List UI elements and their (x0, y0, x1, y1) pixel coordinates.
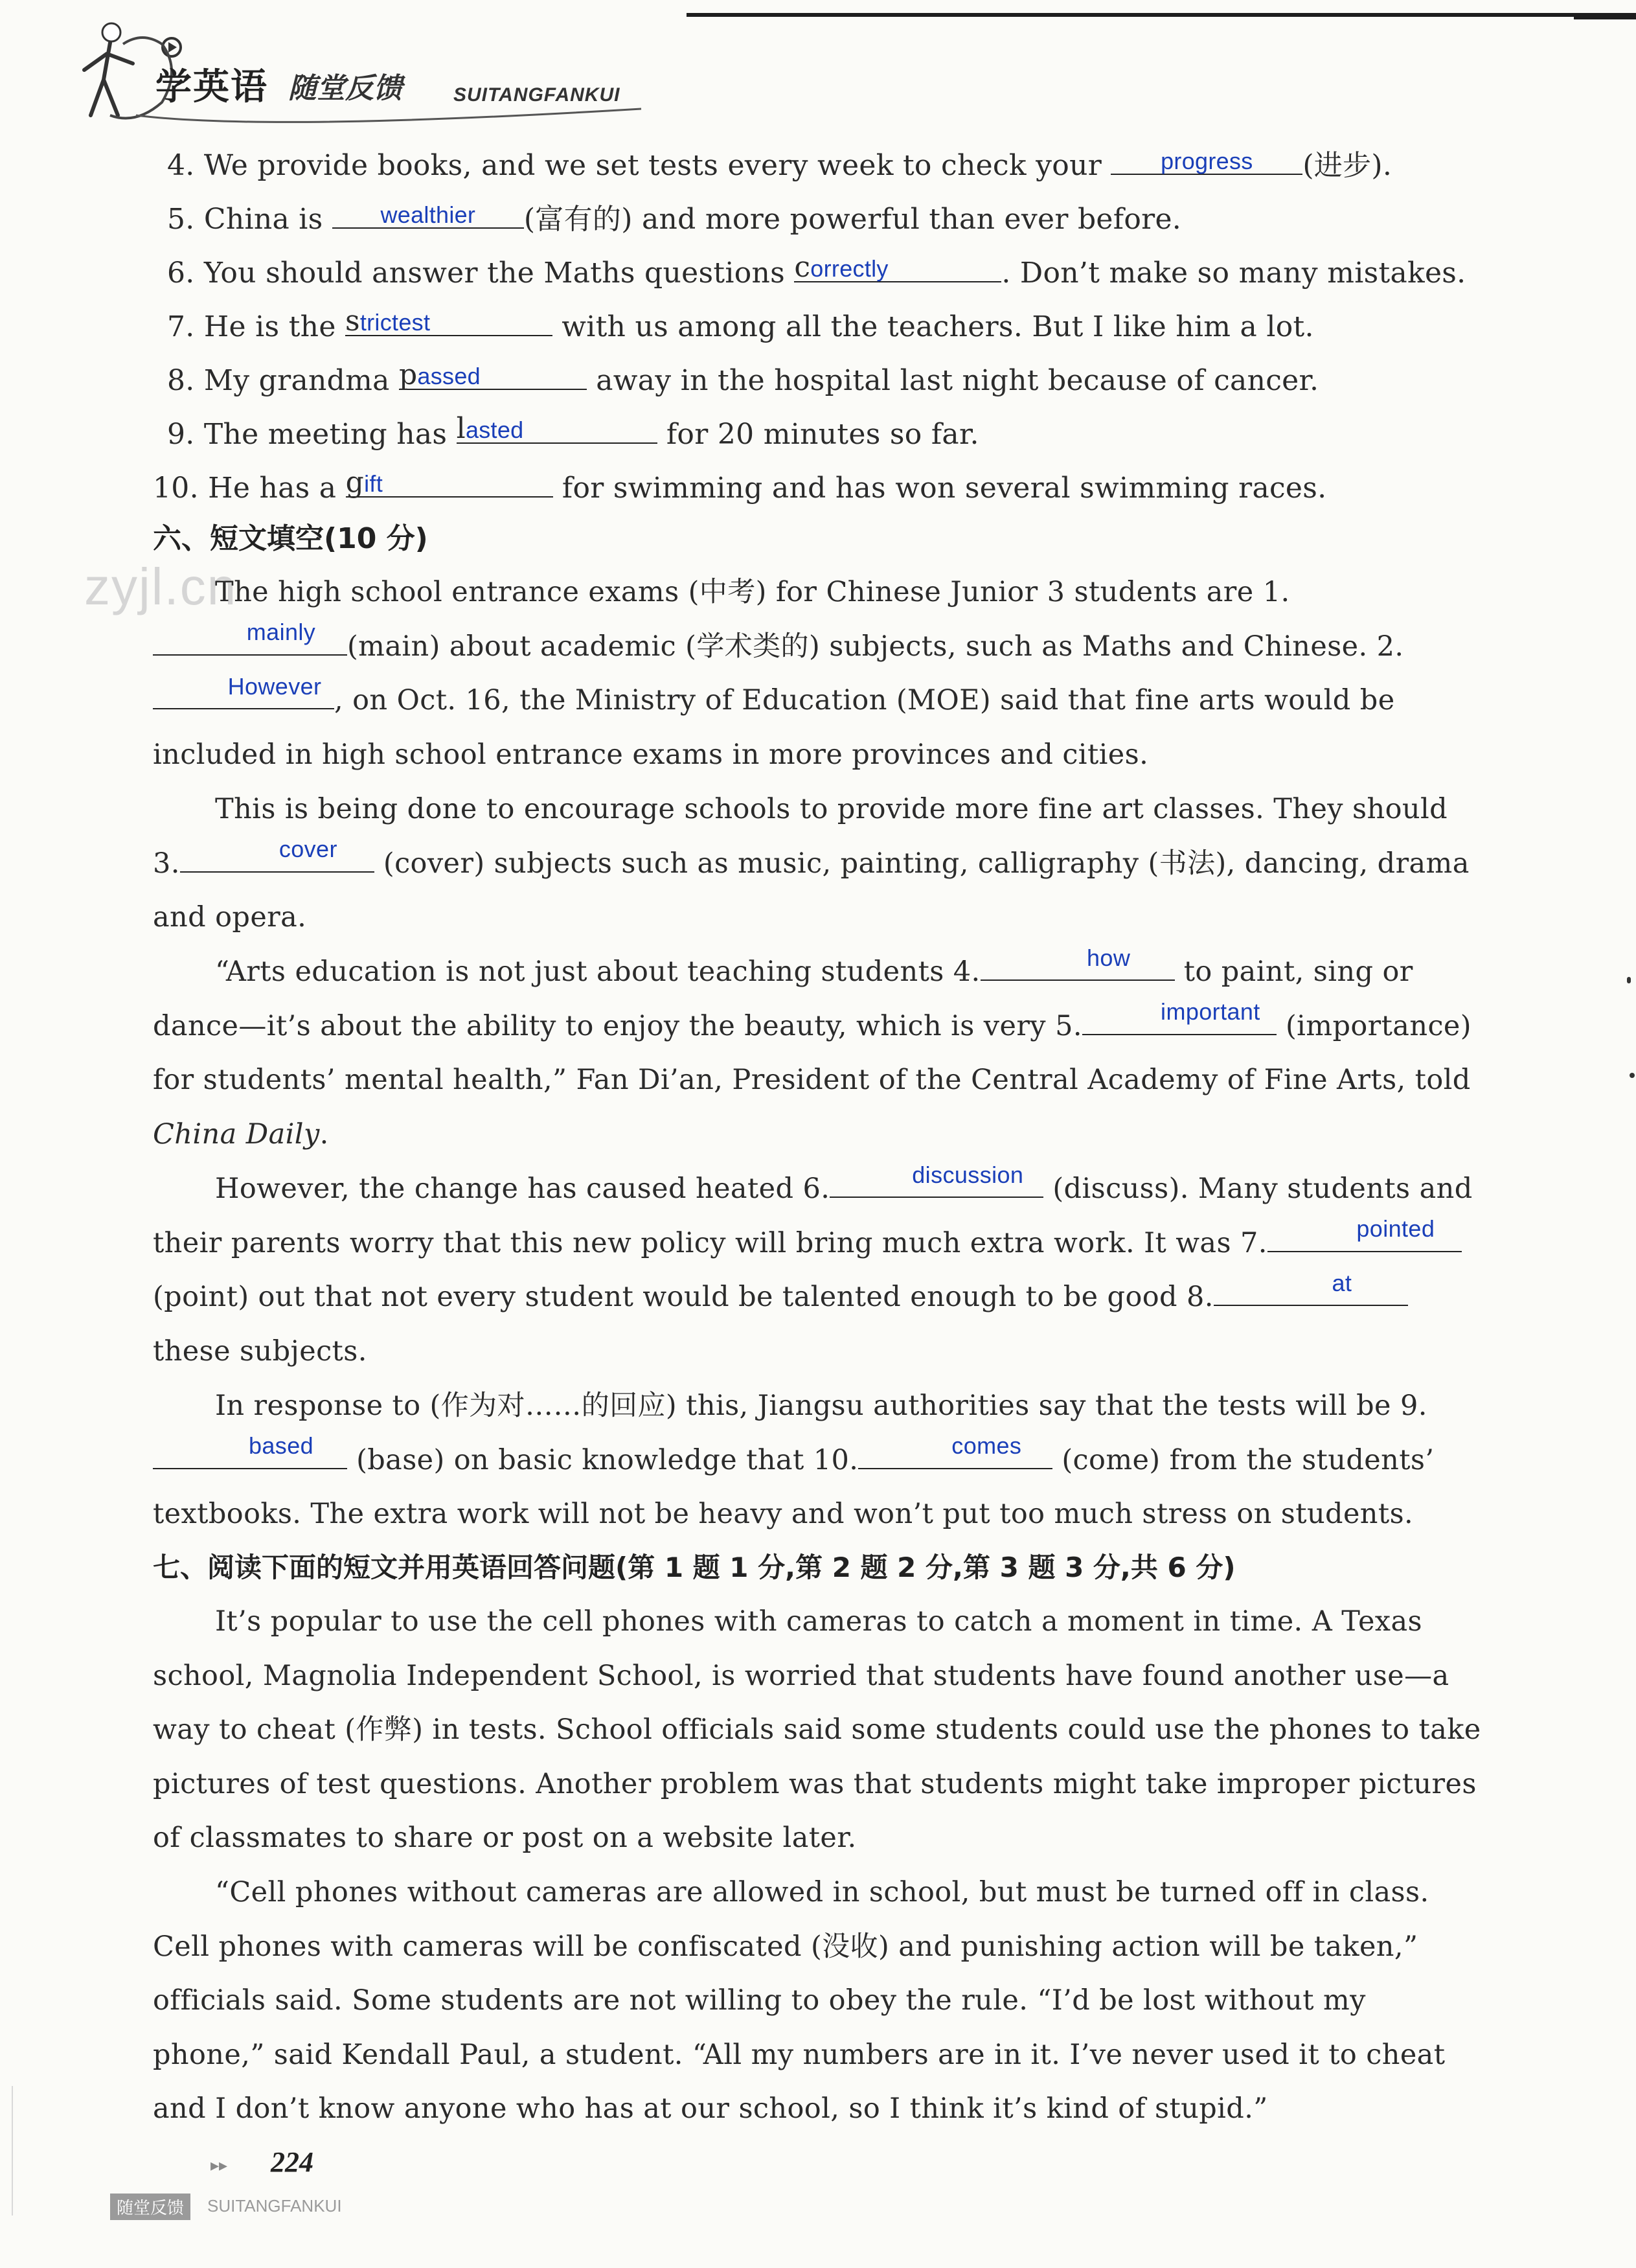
scan-edge (12, 2086, 13, 2216)
answer-blank[interactable]: passed (399, 359, 587, 390)
section-7-paragraph-1: It’s popular to use the cell phones with cameras to catch a moment in time. A Texas school, Magnolia Independent School, is worried that students have found another use—a way to cheat (作弊) in tests. School officials said some students could use the phones to take pictures of test questions. Another problem was that students might take improper pictures of classmates to share or post on a website later. (153, 1605, 1481, 1854)
scan-mark (1627, 977, 1631, 983)
answer-blank-7[interactable]: pointed (1267, 1221, 1462, 1252)
question-item-4: 4. We provide books, and we set tests every week to check your progress (进步). (167, 144, 1392, 183)
answer-blank-3[interactable]: cover (180, 842, 374, 873)
question-item-7: 7. He is the strictest with us among all the teachers. But I like him a lot. (167, 304, 1314, 343)
answer-blank-2[interactable]: However (153, 678, 334, 709)
answer-blank[interactable]: wealthier (332, 198, 524, 229)
brand-title: 学英语 (155, 66, 268, 108)
header-rule (687, 13, 1636, 17)
header-rule-end (1574, 17, 1636, 19)
answer-blank-9[interactable]: based (153, 1438, 347, 1469)
footer-brand-tag: 随堂反馈 (110, 2194, 190, 2220)
answer-blank-8[interactable]: at (1214, 1275, 1408, 1306)
section-6-paragraph-2: This is being done to encourage schools to provide more fine art classes. They should 3. cover (cover) subjects such as music, painting, calligraphy (书法), dancing, drama and opera. (153, 793, 1470, 934)
page-header (71, 18, 654, 122)
question-item-8: 8. My grandma passed away in the hospital last night because of cancer. (167, 358, 1319, 397)
question-item-9: 9. The meeting has lasted for 20 minutes so far. (167, 412, 979, 451)
answer-blank[interactable]: correctly (794, 251, 1001, 282)
answer-blank-1[interactable]: mainly (153, 624, 347, 656)
question-item-6: 6. You should answer the Maths questions correctly . Don’t make so many mistakes. (167, 251, 1466, 290)
watermark: zyjl.cn (84, 558, 238, 615)
question-item-10: 10. He has a gift for swimming and has won several swimming races. (153, 466, 1327, 505)
brand-subtitle-en: SUITANGFANKUI (453, 84, 620, 106)
section-6-paragraph-5: In response to (作为对……的回应) this, Jiangsu authorities say that the tests will be 9. based (base) on basic knowledge that 10. comes (come) from the students’ textbooks. The extra work will not be heavy and won’t put too much stress on students. (153, 1390, 1435, 1530)
answer-blank-4[interactable]: how (981, 950, 1175, 981)
brand-subtitle: 随堂反馈 (288, 72, 402, 105)
answer-blank-10[interactable]: comes (858, 1438, 1052, 1469)
section-7-title: 七、阅读下面的短文并用英语回答问题(第 1 题 1 分,第 2 题 2 分,第 3 题 3 分,共 6 分) (153, 1552, 1236, 1583)
section-6-paragraph-4: However, the change has caused heated 6. discussion (discuss). Many students and their parents worry that this new policy will bring much extra work. It was 7. pointed (point) out that not every student would be talented enough to be good 8. at these subjects. (153, 1161, 1473, 1368)
answer-blank[interactable]: gift (346, 466, 553, 498)
page-number: 224 (271, 2146, 313, 2178)
answer-blank[interactable]: strictest (345, 305, 552, 336)
section-6-title: 六、短文填空(10 分) (153, 522, 428, 555)
section-6-paragraph-3: “Arts education is not just about teaching students 4. how to paint, sing or dance—it’s about the ability to enjoy the beauty, which is very 5. important (importance) for students’ mental health,” Fan Di’an, President of the Central Academy of Fine Arts, told China Daily. (153, 944, 1471, 1151)
footer-arrows-icon: ▸▸ (210, 2156, 228, 2175)
scan-mark (1630, 1073, 1635, 1078)
section-7-paragraph-2: “Cell phones without cameras are allowed in school, but must be turned off in class. Cell phones with cameras will be confiscated (没收) and punishing action will be taken,” officials said. Some students are not willing to obey the rule. “I’d be lost without my phone,” said Kendall Paul, a student. “All my numbers are in it. I’ve never used it to cheat and I don’t know anyone who has at our school, so I think it’s kind of stupid.” (153, 1876, 1446, 2125)
question-item-5: 5. China is wealthier (富有的) and more powerful than ever before. (167, 198, 1181, 237)
section-6-paragraph-1: The high school entrance exams (中考) for Chinese Junior 3 students are 1. mainly (main) about academic (学术类的) subjects, such as Maths and Chinese. 2. However , on Oct. 16, the Ministry of Education (MOE) said that fine arts would be included in high school entrance exams in more provinces and cities. (153, 576, 1404, 771)
answer-blank-6[interactable]: discussion (830, 1167, 1043, 1198)
answer-blank[interactable]: lasted (457, 413, 657, 444)
footer-brand-en: SUITANGFANKUI (207, 2196, 342, 2216)
answer-blank[interactable]: progress (1111, 144, 1302, 175)
answer-blank-5[interactable]: important (1082, 1004, 1277, 1035)
